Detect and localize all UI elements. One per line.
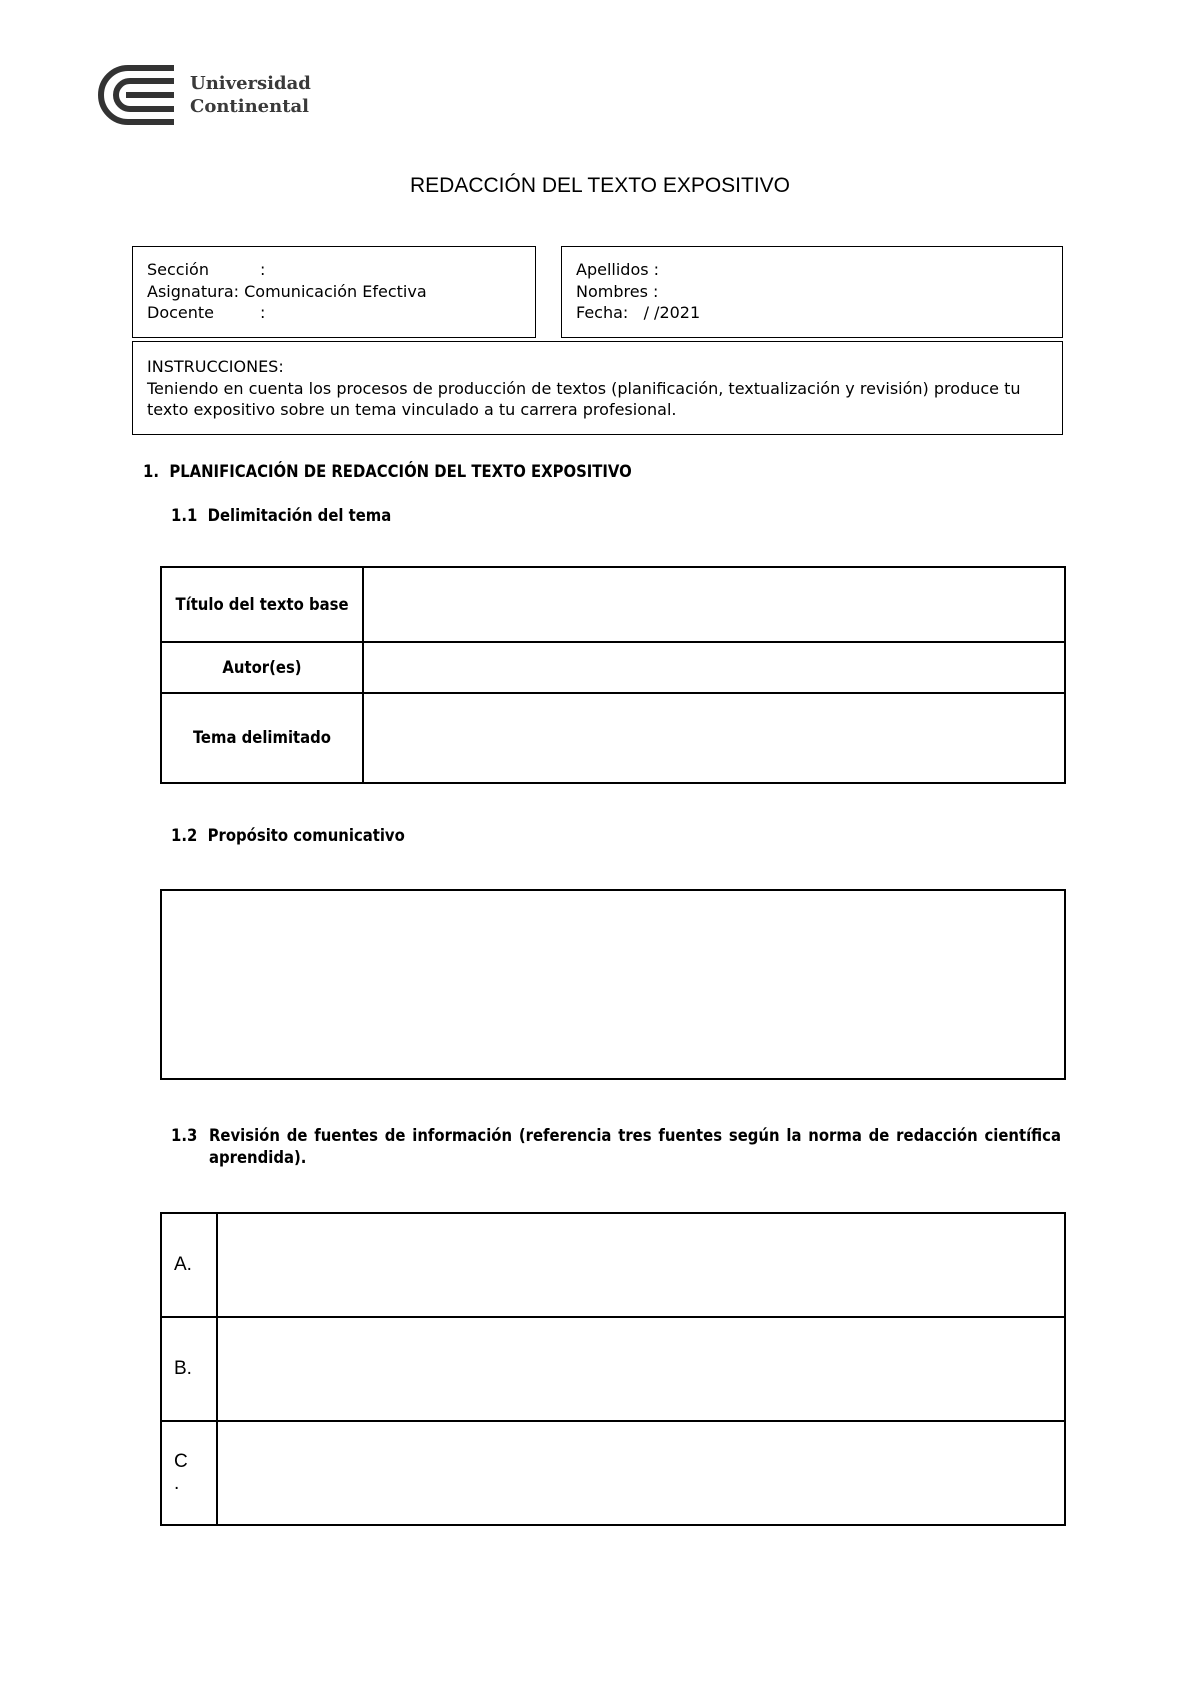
info-label: Sección — [147, 260, 209, 279]
table-label: Título del texto base — [161, 567, 363, 642]
info-label: Apellidos — [576, 260, 649, 279]
subsection-number: 1.2 — [171, 826, 198, 845]
table-row — [161, 1213, 1065, 1317]
logo-text-line2: Continental — [190, 96, 310, 117]
info-row-nombres — [576, 281, 1048, 303]
instructions-text: Teniendo en cuenta los procesos de producción de textos (planificación, textualización y revisión) produce tu texto expositivo sobre un tema vinculado a tu carrera profesional. — [147, 378, 1021, 419]
info-sep: : — [233, 281, 240, 301]
student-info-right — [561, 246, 1063, 338]
info-row-apellidos — [576, 259, 1048, 281]
info-value[interactable]: Comunicación Efectiva — [244, 281, 427, 301]
table-label: Tema delimitado — [161, 693, 363, 783]
section-title: PLANIFICACIÓN DE REDACCIÓN DEL TEXTO EXPOSITIVO — [169, 462, 632, 481]
section-1-heading — [143, 461, 632, 483]
logo-text-line1: Universidad — [190, 73, 311, 94]
logo-mark-icon — [98, 64, 178, 126]
table-row — [161, 1421, 1065, 1525]
subsection-number: 1.1 — [171, 506, 198, 525]
table-label: Autor(es) — [161, 642, 363, 693]
subsection-1-3-heading — [171, 1125, 1061, 1169]
subsection-1-1-heading — [171, 505, 391, 527]
sources-table — [160, 1212, 1066, 1526]
university-logo — [98, 64, 318, 130]
info-label: Asignatura — [147, 281, 234, 301]
info-row-docente — [147, 302, 521, 324]
source-letter: A. — [161, 1213, 217, 1317]
info-row-asignatura — [147, 281, 521, 303]
info-sep: : — [653, 281, 659, 301]
instructions-heading: INSTRUCCIONES: — [147, 357, 284, 376]
info-sep: : — [653, 260, 660, 279]
source-value-cell[interactable] — [217, 1317, 1065, 1421]
table-row — [161, 693, 1065, 783]
source-value-cell[interactable] — [217, 1421, 1065, 1525]
topic-table — [160, 566, 1066, 784]
subsection-title: Propósito comunicativo — [207, 826, 405, 845]
subsection-1-2-heading — [171, 825, 405, 847]
source-value-cell[interactable] — [217, 1213, 1065, 1317]
info-sep: : — [260, 260, 266, 279]
info-sep: : — [260, 303, 266, 322]
info-label: Fecha: — [576, 303, 629, 322]
instructions-box — [132, 341, 1063, 435]
section-number: 1. — [143, 462, 159, 481]
info-value[interactable]: / /2021 — [643, 303, 701, 322]
source-letter: C . — [161, 1421, 217, 1525]
purpose-answer-box[interactable] — [160, 889, 1066, 1080]
info-label: Nombres — [576, 281, 648, 301]
table-value-cell[interactable] — [363, 693, 1065, 783]
table-row — [161, 1317, 1065, 1421]
table-value-cell[interactable] — [363, 642, 1065, 693]
table-value-cell[interactable] — [363, 567, 1065, 642]
source-letter: B. — [161, 1317, 217, 1421]
subsection-title: Revisión de fuentes de información (referencia tres fuentes según la norma de redacción científica aprendida). — [209, 1126, 1061, 1167]
subsection-number: 1.3 — [171, 1126, 198, 1145]
table-row — [161, 642, 1065, 693]
student-info-left — [132, 246, 536, 338]
info-row-seccion — [147, 259, 521, 281]
info-label: Docente — [147, 303, 215, 322]
table-row — [161, 567, 1065, 642]
page-title: REDACCIÓN DEL TEXTO EXPOSITIVO — [409, 174, 791, 197]
info-row-fecha — [576, 302, 1048, 324]
subsection-title: Delimitación del tema — [207, 506, 392, 525]
